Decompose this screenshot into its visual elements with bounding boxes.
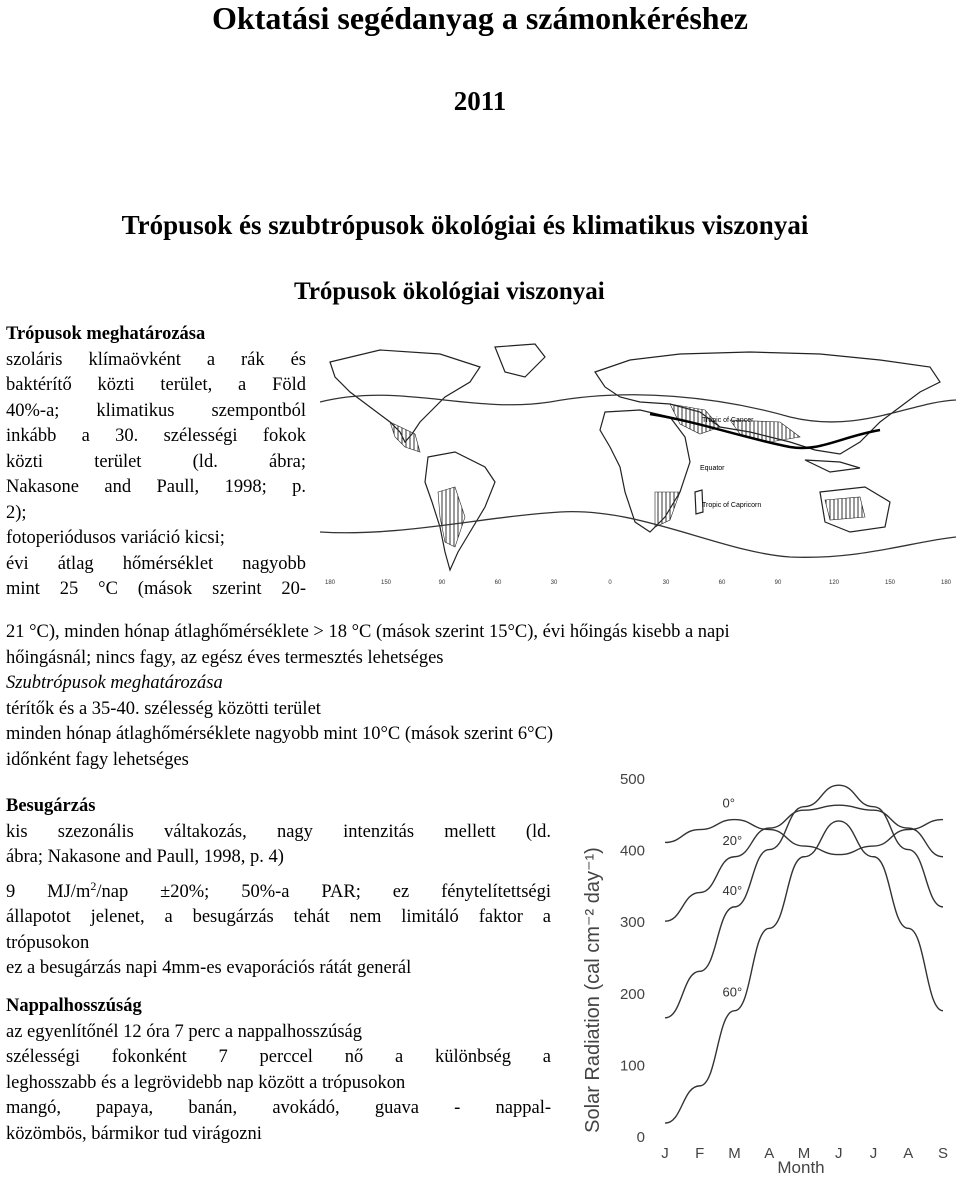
- x-tick-label: A: [764, 1145, 775, 1162]
- longitude-tick: 30: [550, 580, 558, 586]
- text-line: mint 25 °C (mások szerint 20-: [6, 579, 306, 599]
- text-line: [6, 871, 551, 906]
- subtropics-heading: Szubtrópusok meghatározása: [6, 673, 223, 693]
- series-line: [665, 820, 943, 855]
- label-tropic-capricorn: Tropic of Capricorn: [702, 502, 762, 509]
- x-tick-label: J: [869, 1145, 878, 1162]
- longitude-tick: 150: [884, 580, 896, 586]
- y-tick-label: 0: [636, 1129, 645, 1146]
- x-tick-label: S: [937, 1145, 949, 1162]
- main-heading: Trópusok és szubtrópusok ökológiai és klimatikus viszonyai: [121, 210, 809, 240]
- continent-africa: [600, 410, 690, 532]
- document-year: 2011: [453, 86, 507, 116]
- text-line: szélességi fokonként 7 perccel nő a különbség a: [6, 1047, 551, 1067]
- text-line: közömbös, bármikor tud virágozni: [6, 1123, 262, 1144]
- y-ticks: [620, 771, 645, 1146]
- boundary-south: [320, 512, 956, 558]
- solar-radiation-chart: [565, 760, 960, 1178]
- longitude-tick: 30: [662, 580, 670, 586]
- x-axis-label: Month: [777, 1158, 825, 1177]
- world-map-svg: [320, 342, 956, 590]
- text-line: kis szezonális váltakozás, nagy intenzitás mellett (ld.: [6, 821, 551, 842]
- y-tick-label: 400: [619, 842, 645, 860]
- text-line: 2);: [6, 502, 27, 523]
- text-line: szoláris klímaövként a rák és: [6, 349, 306, 370]
- longitude-tick: 120: [828, 580, 840, 586]
- hatch-australia: [825, 497, 865, 520]
- text-line: leghosszabb és a legrövidebb nap között a trópusokon: [6, 1072, 406, 1093]
- text-line: állapotot jelenet, a besugárzás tehát nem limitáló faktor a: [6, 907, 551, 928]
- text-fragment: 9 MJ/m: [6, 881, 91, 902]
- text-fragment: /nap ±20%; 50%-a PAR; ez fénytelítettségi: [96, 881, 551, 902]
- longitude-tick: 90: [438, 580, 446, 586]
- text-line: közti terület (ld. ábra;: [6, 451, 306, 472]
- tropics-block: [6, 322, 306, 603]
- text-line: ez a besugárzás napi 4mm-es evaporációs rátát generál: [6, 958, 412, 979]
- longitude-tick: 60: [718, 580, 726, 586]
- radiation-heading: Besugárzás: [6, 796, 96, 816]
- text-line: mangó, papaya, banán, avokádó, guava - nappal-: [6, 1098, 551, 1118]
- text-line: az egyenlítőnél 12 óra 7 perc a nappalhosszúság: [6, 1021, 362, 1042]
- x-ticks: [661, 1145, 948, 1162]
- text-line: baktérítő közti terület, a Föld: [6, 375, 306, 395]
- daylength-block: [6, 994, 551, 1147]
- text-line: 21 °C), minden hónap átlaghőmérséklete > 18 °C (mások szerint 15°C), évi hőingás kisebb a napi: [6, 622, 730, 642]
- text-line: évi átlag hőmérséklet nagyobb: [6, 553, 306, 574]
- series-line: [665, 785, 943, 1018]
- text-line: trópusokon: [6, 932, 90, 953]
- text-line: hőingásnál; nincs fagy, az egész éves termesztés lehetséges: [6, 647, 444, 668]
- text-line: időnként fagy lehetséges: [6, 749, 189, 770]
- document-title: Oktatási segédanyag a számonkéréshez: [212, 0, 748, 36]
- chart-svg: [565, 760, 960, 1178]
- continent-greenland: [495, 344, 545, 377]
- x-tick-label: J: [661, 1145, 669, 1162]
- series-label: 20°: [722, 832, 743, 848]
- y-tick-label: 500: [619, 771, 645, 788]
- longitude-tick: 150: [380, 580, 392, 586]
- longitude-ticks: [325, 580, 952, 586]
- longitude-tick: 0: [608, 580, 612, 586]
- series-label: 40°: [722, 882, 743, 898]
- daylength-heading: Nappalhosszúság: [6, 996, 142, 1016]
- longitude-tick: 180: [324, 580, 336, 586]
- radiation-block: [6, 794, 551, 982]
- text-line: ábra; Nakasone and Paull, 1998, p. 4): [6, 847, 284, 867]
- longitude-tick: 90: [774, 580, 782, 586]
- tropics-world-map: [320, 342, 956, 590]
- text-line: minden hónap átlaghőmérséklete nagyobb mint 10°C (mások szerint 6°C): [6, 724, 554, 744]
- x-tick-label: A: [903, 1145, 914, 1162]
- hatched-areas: [390, 404, 865, 547]
- label-equator: Equator: [700, 465, 725, 472]
- hatch-central-america: [390, 422, 420, 452]
- text-line: térítők és a 35-40. szélesség közötti terület: [6, 698, 321, 719]
- longitude-tick: 180: [940, 580, 952, 586]
- series-line: [665, 821, 943, 1123]
- boundary-north: [320, 395, 956, 422]
- section-heading: Trópusok ökológiai viszonyai: [294, 278, 605, 305]
- text-line: fotoperiódusos variáció kicsi;: [6, 528, 225, 548]
- x-tick-label: M: [728, 1145, 741, 1162]
- text-line: inkább a 30. szélességi fokok: [6, 426, 306, 446]
- hatch-africa-south: [655, 492, 680, 527]
- x-tick-label: M: [797, 1145, 811, 1162]
- longitude-tick: 60: [494, 580, 502, 586]
- x-tick-label: F: [695, 1145, 705, 1162]
- superscript: 2: [90, 878, 97, 893]
- series-label: 60°: [722, 984, 743, 1000]
- label-tropic-cancer: Tropic of Cancer: [702, 417, 754, 424]
- series-labels: [723, 796, 743, 1000]
- tropics-heading: Trópusok meghatározása: [6, 324, 206, 344]
- y-axis-label: Solar Radiation (cal cm⁻² day⁻¹): [582, 847, 604, 1133]
- y-tick-label: 100: [619, 1057, 645, 1075]
- x-tick-label: J: [835, 1145, 843, 1162]
- tropics-continuation: [6, 620, 954, 773]
- island-indonesia: [805, 460, 860, 472]
- text-line: Nakasone and Paull, 1998; p.: [6, 477, 306, 497]
- y-tick-label: 200: [619, 985, 645, 1003]
- series-label: 0°: [722, 795, 735, 811]
- series-line: [665, 805, 943, 921]
- series-lines: [665, 785, 943, 1123]
- text-line: 40%-a; klimatikus szempontból: [6, 400, 306, 421]
- y-tick-label: 300: [619, 914, 645, 932]
